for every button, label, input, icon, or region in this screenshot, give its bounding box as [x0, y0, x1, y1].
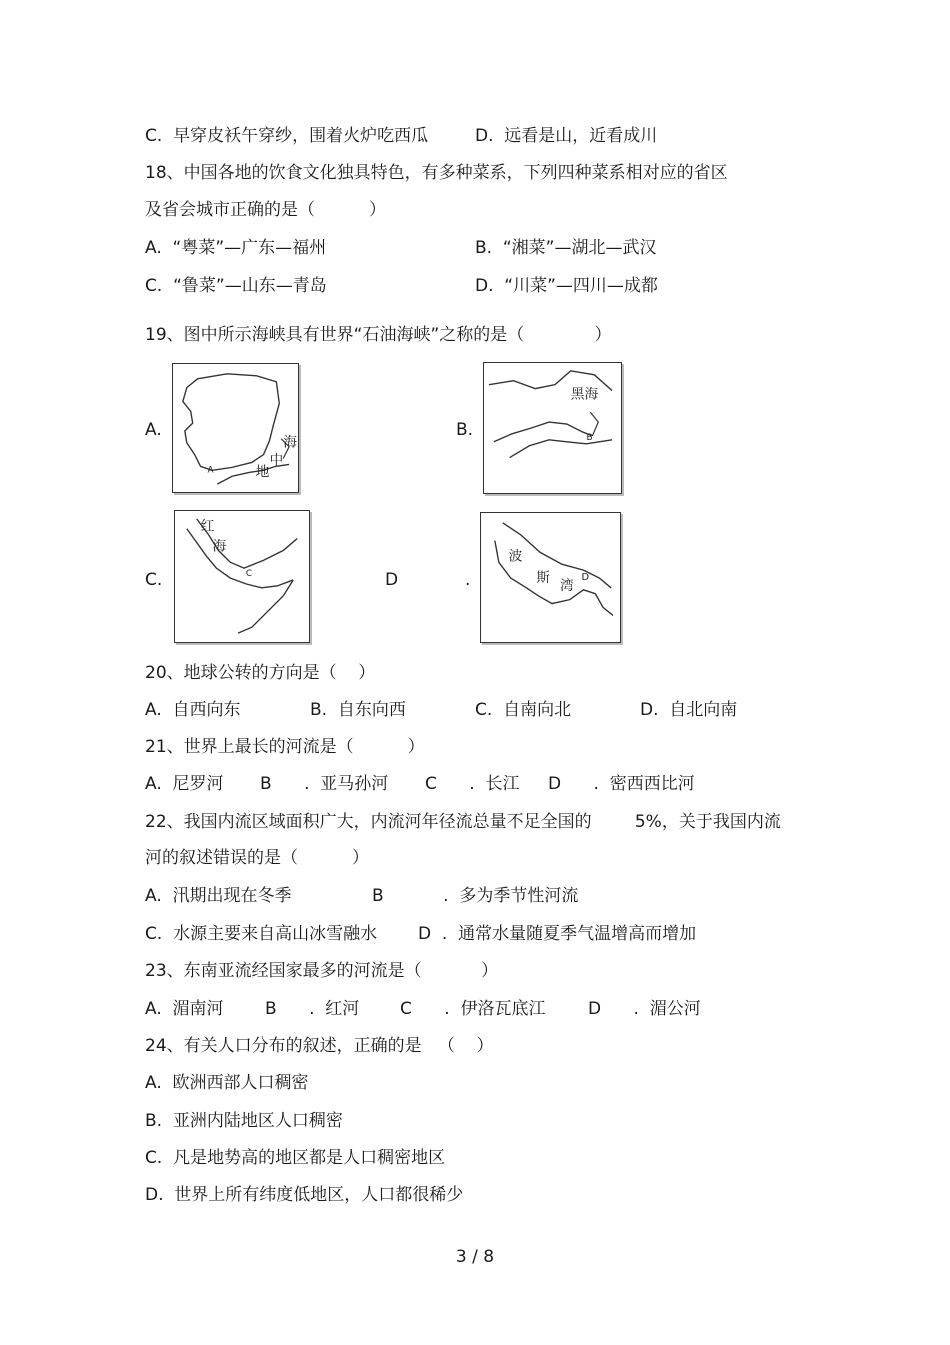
q24-option-a: A. 欧洲西部人口稠密	[145, 1073, 309, 1093]
map-c-drawing	[175, 511, 309, 642]
q22-option-a: A. 汛期出现在冬季	[145, 886, 292, 906]
map-d-mark: D	[581, 571, 590, 583]
q24-option-c: C. 凡是地势高的地区都是人口稠密地区	[145, 1148, 446, 1168]
q24-stem: 24、有关人口分布的叙述，正确的是 （ ）	[145, 1036, 494, 1056]
q19-label-a: A.	[145, 420, 162, 440]
q18-option-d: D. “川菜”—四川—成都	[475, 276, 658, 296]
q22-stem-line1: 22、我国内流区域面积广大，内流河年径流总量不足全国的 5%，关于我国内流	[145, 812, 781, 832]
q20-stem: 20、地球公转的方向是（ ）	[145, 663, 376, 683]
q20-option-b: B. 自东向西	[310, 700, 406, 720]
q21-option-a: A. 尼罗河	[145, 774, 224, 794]
map-d-drawing	[481, 513, 620, 642]
q17-option-c: C. 早穿皮袄午穿纱，围着火炉吃西瓜	[145, 126, 429, 146]
map-b-bosporus	[483, 362, 622, 494]
map-a-drawing	[173, 364, 298, 492]
q21-option-b: B . 亚马孙河	[260, 774, 389, 794]
q18-option-b: B. “湘菜”—湖北—武汉	[475, 238, 657, 258]
map-b-drawing	[484, 363, 621, 493]
map-a-text-3: 地	[255, 464, 270, 481]
map-a-strait-of-gibraltar	[172, 363, 299, 493]
map-d-text-3: 湾	[559, 577, 574, 594]
q21-option-c: C . 长江	[425, 774, 520, 794]
q24-option-d: D. 世界上所有纬度低地区，人口都很稀少	[145, 1185, 464, 1205]
q18-option-a: A. “粤菜”—广东—福州	[145, 238, 327, 258]
q22-option-b: B . 多为季节性河流	[372, 886, 579, 906]
q24-option-b: B. 亚洲内陆地区人口稠密	[145, 1111, 343, 1131]
q23-option-c: C . 伊洛瓦底江	[400, 999, 546, 1019]
q18-option-c: C. “鲁菜”—山东—青岛	[145, 276, 327, 296]
q21-stem: 21、世界上最长的河流是（ ）	[145, 737, 425, 757]
map-c-mark: C	[245, 569, 253, 580]
q22-option-d: D . 通常水量随夏季气温增高而增加	[418, 924, 697, 944]
map-c-text-1: 红	[200, 518, 215, 535]
q19-label-b: B.	[456, 420, 474, 440]
q19-label-c: C.	[145, 570, 163, 590]
q23-stem: 23、东南亚流经国家最多的河流是（ ）	[145, 961, 499, 981]
q20-option-d: D. 自北向南	[640, 700, 738, 720]
map-a-text-2: 中	[269, 452, 284, 469]
q23-option-a: A. 湄南河	[145, 999, 224, 1019]
q19-label-d: D	[385, 570, 399, 590]
q19-label-d-dot: .	[465, 570, 471, 590]
q23-option-d: D . 湄公河	[588, 999, 701, 1019]
q22-option-c: C. 水源主要来自高山冰雪融水	[145, 924, 378, 944]
q19-stem: 19、图中所示海峡具有世界“石油海峡”之称的是（ ）	[145, 325, 612, 345]
map-b-mark: B	[586, 432, 593, 443]
map-d-strait-of-hormuz	[480, 512, 621, 643]
map-b-text-1: 黑海	[570, 386, 599, 403]
map-a-text-1: 海	[283, 434, 298, 451]
q23-option-b: B . 红河	[265, 999, 360, 1019]
q20-option-a: A. 自西向东	[145, 700, 241, 720]
page-number: 3 / 8	[455, 1247, 495, 1267]
map-a-mark: A	[207, 465, 214, 476]
map-d-text-1: 波	[508, 548, 523, 565]
q17-option-d: D. 远看是山，近看成川	[475, 126, 658, 146]
q18-stem-line2: 及省会城市正确的是（ ）	[145, 200, 387, 220]
map-c-bab-el-mandeb	[174, 510, 310, 643]
q18-stem-line1: 18、中国各地的饮食文化独具特色，有多种菜系，下列四种菜系相对应的省区	[145, 163, 728, 183]
map-c-text-2: 海	[212, 538, 227, 555]
map-d-text-2: 斯	[536, 569, 550, 586]
q21-option-d: D . 密西西比河	[548, 774, 695, 794]
q20-option-c: C. 自南向北	[475, 700, 572, 720]
q22-stem-line2: 河的叙述错误的是（ ）	[145, 848, 370, 868]
